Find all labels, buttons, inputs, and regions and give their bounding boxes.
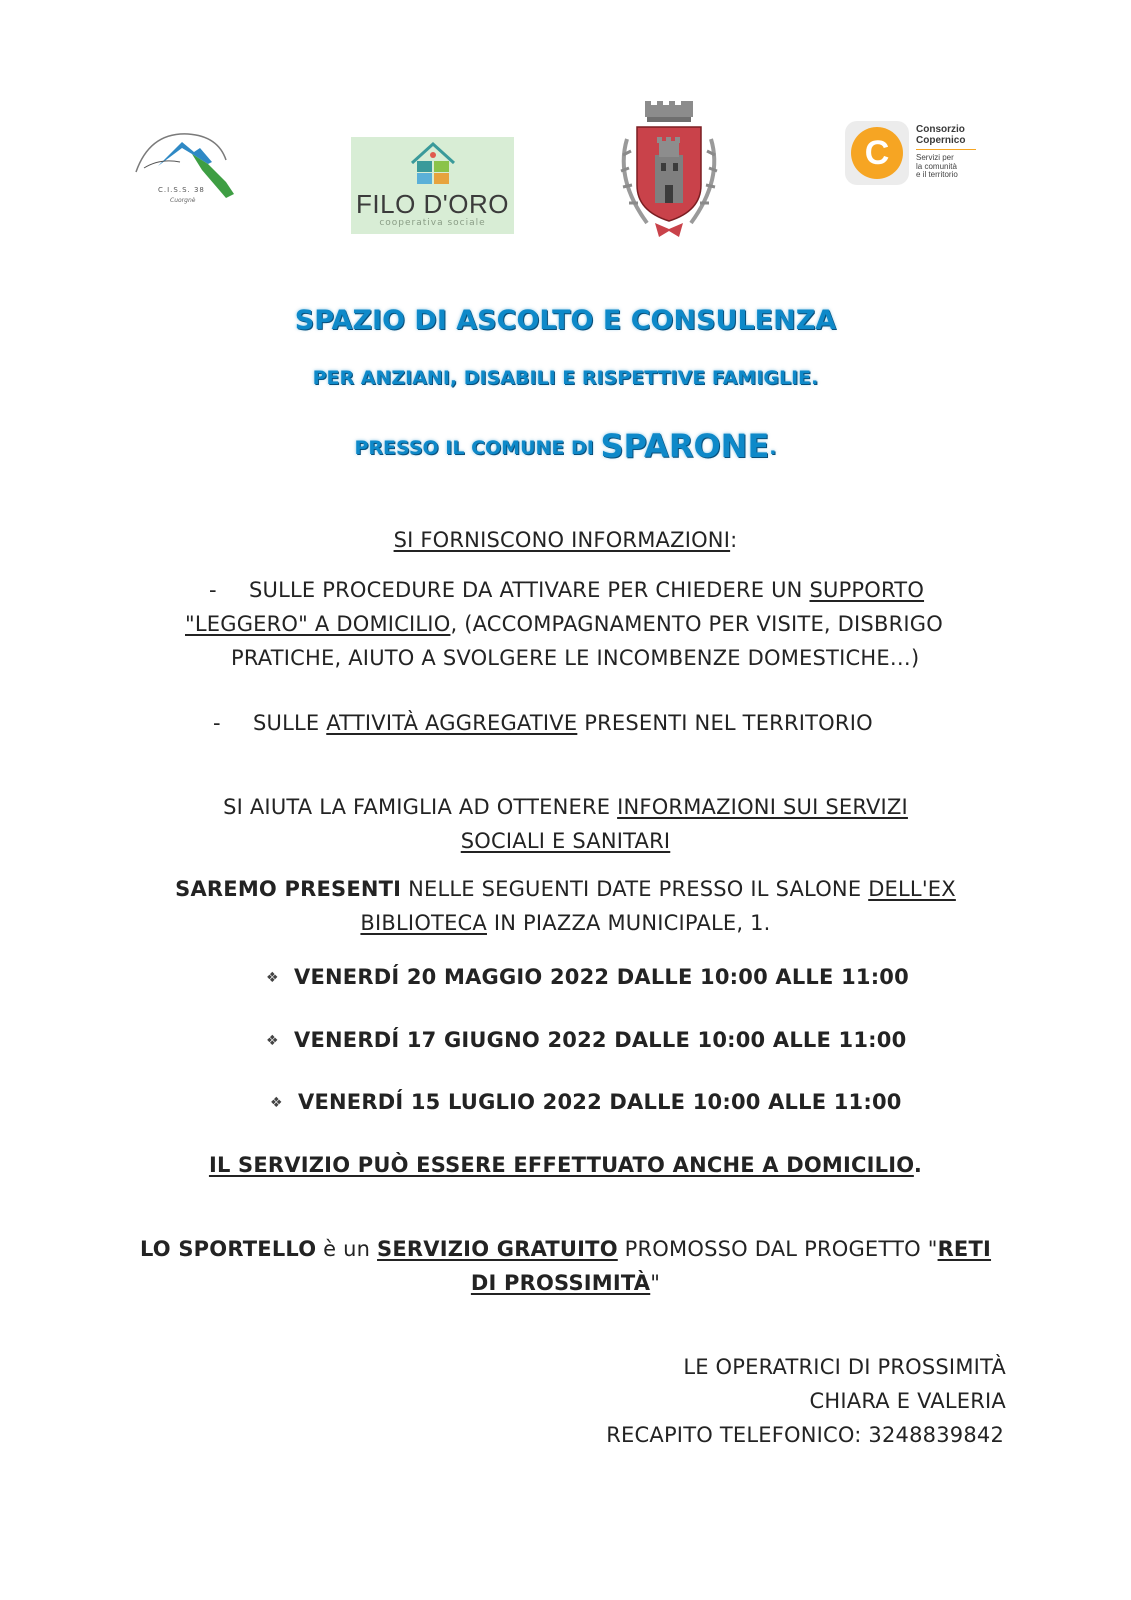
consorzio-name: Consorzio Copernico <box>916 124 966 146</box>
diamond-bullet-icon: ❖ <box>266 970 279 986</box>
phone-number: 3248839842 <box>868 1423 1004 1447</box>
page-title: SPAZIO DI ASCOLTO E CONSULENZA <box>294 305 837 336</box>
crest-icon <box>607 99 731 239</box>
filo-doro-subtitle: cooperativa sociale <box>379 218 486 228</box>
signature-line1: LE OPERATRICI DI PROSSIMITÀ <box>683 1355 1006 1379</box>
diamond-bullet-icon: ❖ <box>266 1033 279 1049</box>
page-subtitle: PER ANZIANI, DISABILI E RISPETTIVE FAMIGLIE. <box>312 367 819 389</box>
location-name: SPARONE <box>600 427 770 465</box>
consorzio-divider <box>916 149 976 150</box>
ciss-name: C.I.S.S. 38 <box>158 186 205 194</box>
info-heading: SI FORNISCONO INFORMAZIONI: <box>393 528 738 552</box>
location-line: PRESSO IL COMUNE DI SPARONE. <box>354 427 777 465</box>
consorzio-copernico-logo <box>845 117 985 195</box>
date-item: ❖ VENERDÍ 17 GIUGNO 2022 DALLE 10:00 ALLE 11:00 <box>266 1028 907 1052</box>
sportello-line2: DI PROSSIMITÀ" <box>470 1271 661 1295</box>
filo-doro-name: FILO D'ORO <box>356 189 509 219</box>
signature-line2: CHIARA E VALERIA <box>809 1389 1006 1413</box>
ciss-logo <box>130 122 240 212</box>
date-item: ❖ VENERDÍ 20 MAGGIO 2022 DALLE 10:00 ALLE 11:00 <box>266 965 909 989</box>
bullet1-line3: PRATICHE, AIUTO A SVOLGERE LE INCOMBENZE DOMESTICHE…) <box>231 646 920 670</box>
bullet1-line1: - SULLE PROCEDURE DA ATTIVARE PER CHIEDERE UN SUPPORTO <box>209 578 925 602</box>
family-line1: SI AIUTA LA FAMIGLIA AD OTTENERE INFORMAZIONI SUI SERVIZI <box>223 795 908 819</box>
signature-phone-line: RECAPITO TELEFONICO: 3248839842 <box>606 1423 1004 1447</box>
diamond-bullet-icon: ❖ <box>270 1095 283 1111</box>
bullet1-line2: "LEGGERO" A DOMICILIO, (ACCOMPAGNAMENTO PER VISITE, DISBRIGO <box>185 612 943 636</box>
date-item: ❖ VENERDÍ 15 LUGLIO 2022 DALLE 10:00 ALLE 11:00 <box>270 1090 902 1114</box>
home-service-note: IL SERVIZIO PUÒ ESSERE EFFETTUATO ANCHE A DOMICILIO. <box>208 1153 923 1177</box>
filo-doro-logo <box>351 137 514 234</box>
presence-line1: SAREMO PRESENTI NELLE SEGUENTI DATE PRESSO IL SALONE DELL'EX <box>175 877 956 901</box>
ciss-city: Cuorgnè <box>170 197 196 204</box>
copernico-mark-icon: C <box>845 121 909 185</box>
presence-line2: BIBLIOTECA IN PIAZZA MUNICIPALE, 1. <box>360 911 771 935</box>
house-icon <box>408 141 458 187</box>
municipal-crest-logo <box>607 99 731 239</box>
family-line2: SOCIALI E SANITARI <box>460 829 671 853</box>
bullet2-line: - SULLE ATTIVITÀ AGGREGATIVE PRESENTI NEL TERRITORIO <box>213 711 873 735</box>
sportello-line1: LO SPORTELLO è un SERVIZIO GRATUITO PROMOSSO DAL PROGETTO "RETI <box>139 1237 992 1261</box>
consorzio-tagline: Servizi per la comunità e il territorio <box>916 153 958 179</box>
